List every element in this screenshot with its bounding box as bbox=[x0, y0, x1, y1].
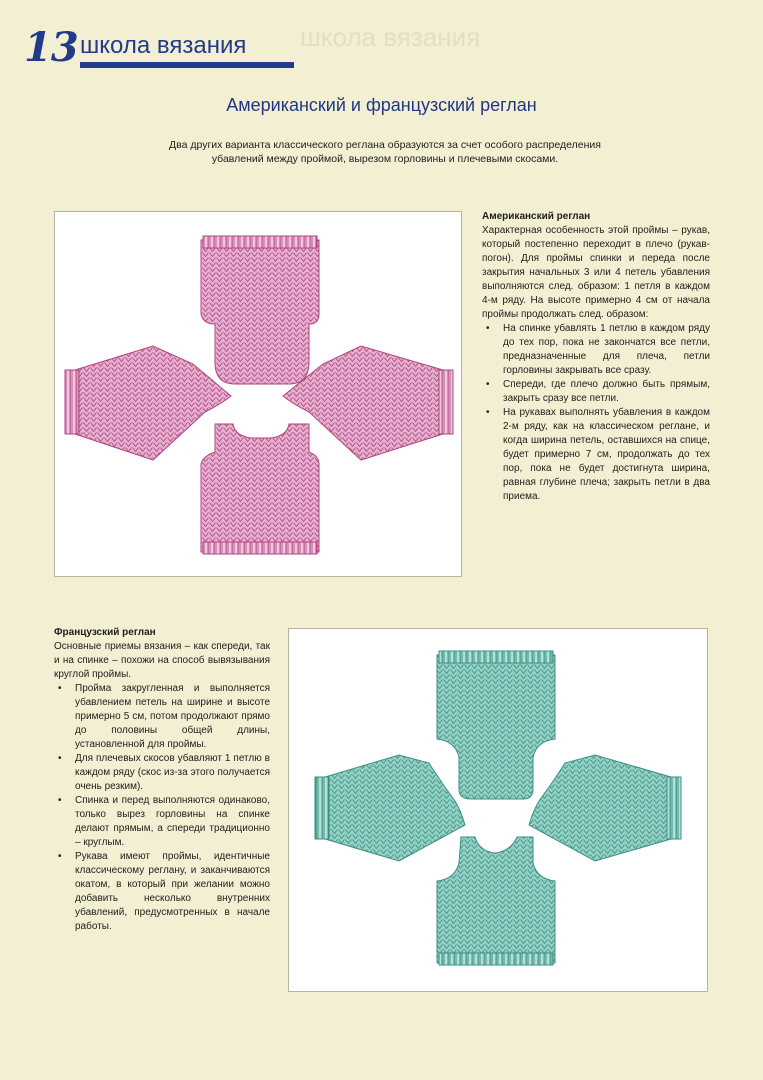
american-raglan-paragraph: Характерная особенность этой проймы – рукав, который постепенно переходит в плечо (рукав-погон). Для проймы спинки и переда после закрытия начальных 3 или 4 петель убавления выполняются след. образом: 1 петля в каждом 4-м ряду. На высоте примерно 4 см от начала проймы продолжать след. образом: bbox=[482, 225, 710, 320]
page-number: 13 bbox=[24, 24, 78, 71]
front-rib bbox=[203, 542, 317, 554]
french-raglan-heading: Французский реглан bbox=[54, 627, 156, 638]
left-sleeve bbox=[75, 346, 231, 460]
section-title: школа вязания bbox=[80, 32, 247, 59]
list-item: • Рукава имеют проймы, идентичные классическому реглану, и заканчиваются окатом, в который при желании можно добавить несколько внутренних убавлений, предусмотренных в начале работы. bbox=[54, 850, 270, 934]
list-item: • На рукавах выполнять убавления в каждом 2-м ряду, как на классическом реглане, и когда ширина петель, оставшихся на спице, будет примерно 7 см, продолжать до тех пор, пока не будет достигнута ширина, равная глубине плеча; закрыть петли в два приема. bbox=[482, 406, 710, 504]
left-sleeve-cuff bbox=[315, 777, 329, 839]
page-title: Американский и французский реглан bbox=[226, 95, 537, 115]
back-rib bbox=[439, 651, 553, 663]
front-panel bbox=[201, 424, 319, 552]
list-item: • На спинке убавлять 1 петлю в каждом ряду до тех пор, пока не закончатся все петли, предназначенные для плеча, петли горловины закрывать все сразу. bbox=[482, 322, 710, 378]
back-panel bbox=[437, 655, 555, 799]
american-raglan-text bbox=[482, 210, 710, 504]
right-sleeve-cuff bbox=[439, 370, 453, 434]
french-raglan-paragraph: Основные приемы вязания – как спереди, так и на спинке – похожи на способ вывязывания круглой проймы. bbox=[54, 641, 270, 680]
front-rib bbox=[439, 953, 553, 965]
french-raglan-list bbox=[54, 682, 270, 934]
list-item: • Для плечевых скосов убавляют 1 петлю в каждом ряду (скос из-за этого получается очень резким). bbox=[54, 752, 270, 794]
american-raglan-list bbox=[482, 322, 710, 504]
bleed-through-text: школа вязания bbox=[300, 22, 481, 52]
back-panel bbox=[201, 240, 319, 384]
header-underline bbox=[80, 62, 294, 68]
list-item: • Пройма закругленная и выполняется убавлением петель на ширине и высоте примерно 5 см, потом продолжают прямо до половины общей длины, установленной для проймы. bbox=[54, 682, 270, 752]
right-sleeve bbox=[529, 755, 671, 861]
list-item: • Спинка и перед выполняются одинаково, только вырез горловины на спинке делают прямым, а спереди традиционно – круглым. bbox=[54, 794, 270, 850]
american-raglan-heading: Американский реглан bbox=[482, 211, 591, 222]
left-sleeve bbox=[325, 755, 465, 861]
left-sleeve-cuff bbox=[65, 370, 79, 434]
list-item: • Спереди, где плечо должно быть прямым, закрыть сразу все петли. bbox=[482, 378, 710, 406]
french-raglan-diagram bbox=[289, 629, 709, 993]
french-raglan-text bbox=[54, 626, 270, 934]
american-raglan-diagram bbox=[55, 212, 463, 578]
american-raglan-figure bbox=[54, 211, 462, 577]
front-panel bbox=[437, 837, 555, 963]
right-sleeve-cuff bbox=[667, 777, 681, 839]
back-rib bbox=[203, 236, 317, 248]
french-raglan-figure bbox=[288, 628, 708, 992]
intro-text: Два других варианта классического реглана образуются за счет особого распределения убавлений между проймой, вырезом горловины и плечевыми скосами. bbox=[169, 139, 601, 165]
section-header bbox=[24, 26, 274, 72]
